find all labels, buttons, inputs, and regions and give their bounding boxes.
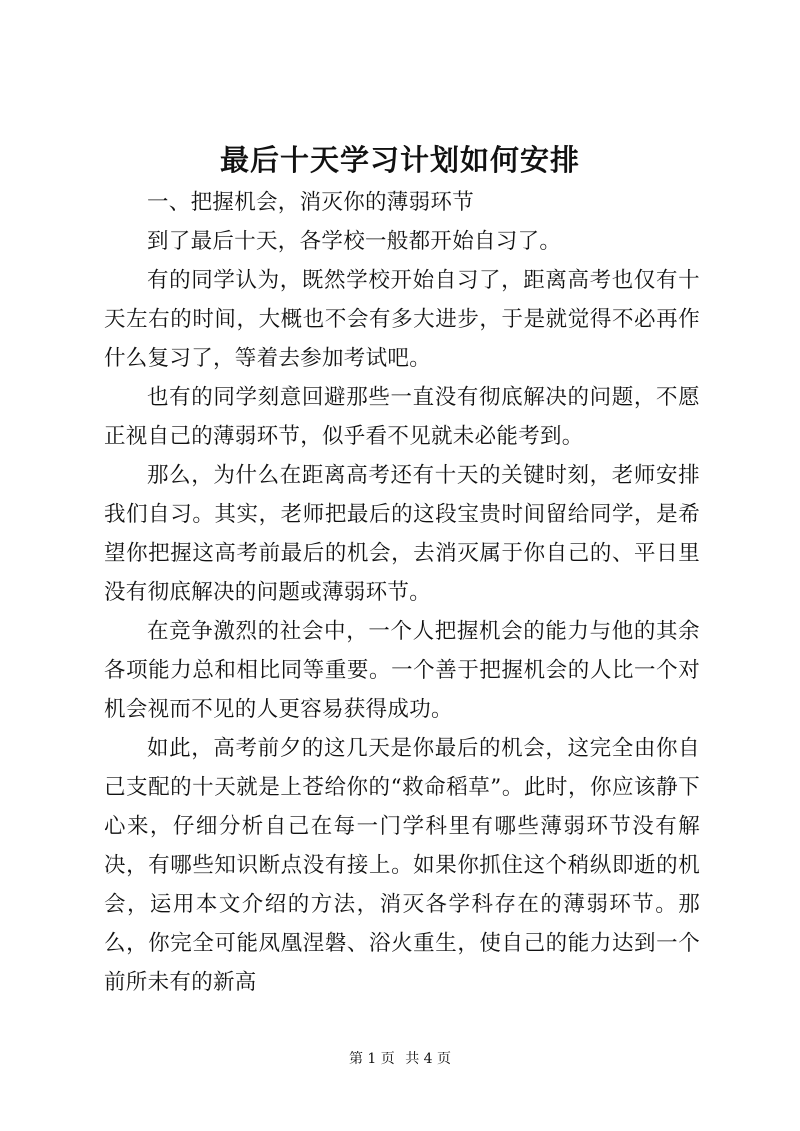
paragraph: 有的同学认为，既然学校开始自习了，距离高考也仅有十天左右的时间，大概也不会有多大进步，于是就觉得不必再作什么复习了，等着去参加考试吧。: [104, 268, 700, 371]
paragraph: 在竞争激烈的社会中，一个人把握机会的能力与他的其余各项能力总和相比同等重要。一个善于把握机会的人比一个对机会视而不见的人更容易获得成功。: [104, 619, 700, 722]
document-title: 最后十天学习计划如何安排: [219, 143, 580, 177]
page-footer: [0, 1049, 800, 1069]
paragraph: 也有的同学刻意回避那些一直没有彻底解决的问题，不愿正视自己的薄弱环节，似乎看不见就未必能考到。: [104, 385, 700, 449]
section-heading: 一、把握机会，消灭你的薄弱环节: [147, 190, 475, 215]
page-number: 第 1 页: [348, 1051, 395, 1067]
paragraph: 到了最后十天，各学校一般都开始自习了。: [147, 229, 562, 254]
paragraph: 如此，高考前夕的这几天是你最后的机会，这完全由你自己支配的十天就是上苍给你的“救命稻草”。此时，你应该静下心来，仔细分析自己在每一门学科里有哪些薄弱环节没有解决，有哪些知识断点没有接上。如果你抓住这个稍纵即逝的机会，运用本文介绍的方法，消灭各学科存在的薄弱环节。那么，你完全可能凤凰涅磐、浴火重生，使自己的能力达到一个前所未有的新高: [104, 736, 700, 995]
paragraph: 那么，为什么在距离高考还有十天的关键时刻，老师安排我们自习。其实，老师把最后的这段宝贵时间留给同学，是希望你把握这高考前最后的机会，去消灭属于你自己的、平日里没有彻底解决的问题或薄弱环节。: [104, 463, 700, 605]
total-pages: 共 4 页: [405, 1051, 452, 1067]
document-body: [104, 183, 700, 1002]
